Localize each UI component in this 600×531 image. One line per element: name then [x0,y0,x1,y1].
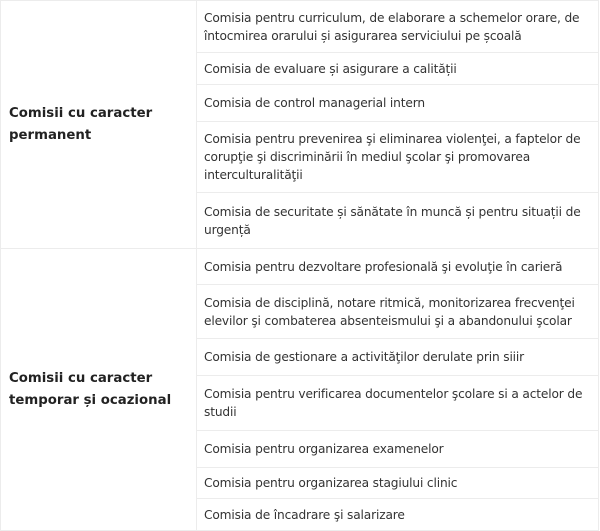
commission-item: Comisia de disciplină, notare ritmică, monitorizarea frecvenţei elevilor şi combaterea absenteismului şi a abandonului şcolar [197,285,599,339]
commission-item: Comisia de gestionare a activităţilor derulate prin siiir [197,339,599,376]
commission-item: Comisia pentru curriculum, de elaborare a schemelor orare, de întocmirea orarului și asigurarea serviciului pe școală [197,1,599,53]
commission-item: Comisia pentru organizarea stagiului clinic [197,468,599,499]
commission-item: Comisia pentru dezvoltare profesională şi evoluţie în carieră [197,249,599,285]
commission-item: Comisia pentru organizarea examenelor [197,431,599,468]
group-label-temporary: Comisii cu caracter temporar și ocazional [1,249,197,531]
commission-item: Comisia de control managerial intern [197,85,599,122]
table-row [1,1,599,53]
table-row [1,249,599,285]
commission-item: Comisia pentru verificarea documentelor şcolare si a actelor de studii [197,376,599,431]
commission-item: Comisia de evaluare și asigurare a calității [197,53,599,85]
commission-item: Comisia de încadrare şi salarizare [197,499,599,531]
group-label-permanent: Comisii cu caracter permanent [1,1,197,249]
commission-item: Comisia pentru prevenirea şi eliminarea violenţei, a faptelor de corupţie şi discriminării în mediul şcolar şi promovarea interculturalităţii [197,122,599,193]
commission-item: Comisia de securitate și sănătate în muncă și pentru situații de urgență [197,193,599,249]
